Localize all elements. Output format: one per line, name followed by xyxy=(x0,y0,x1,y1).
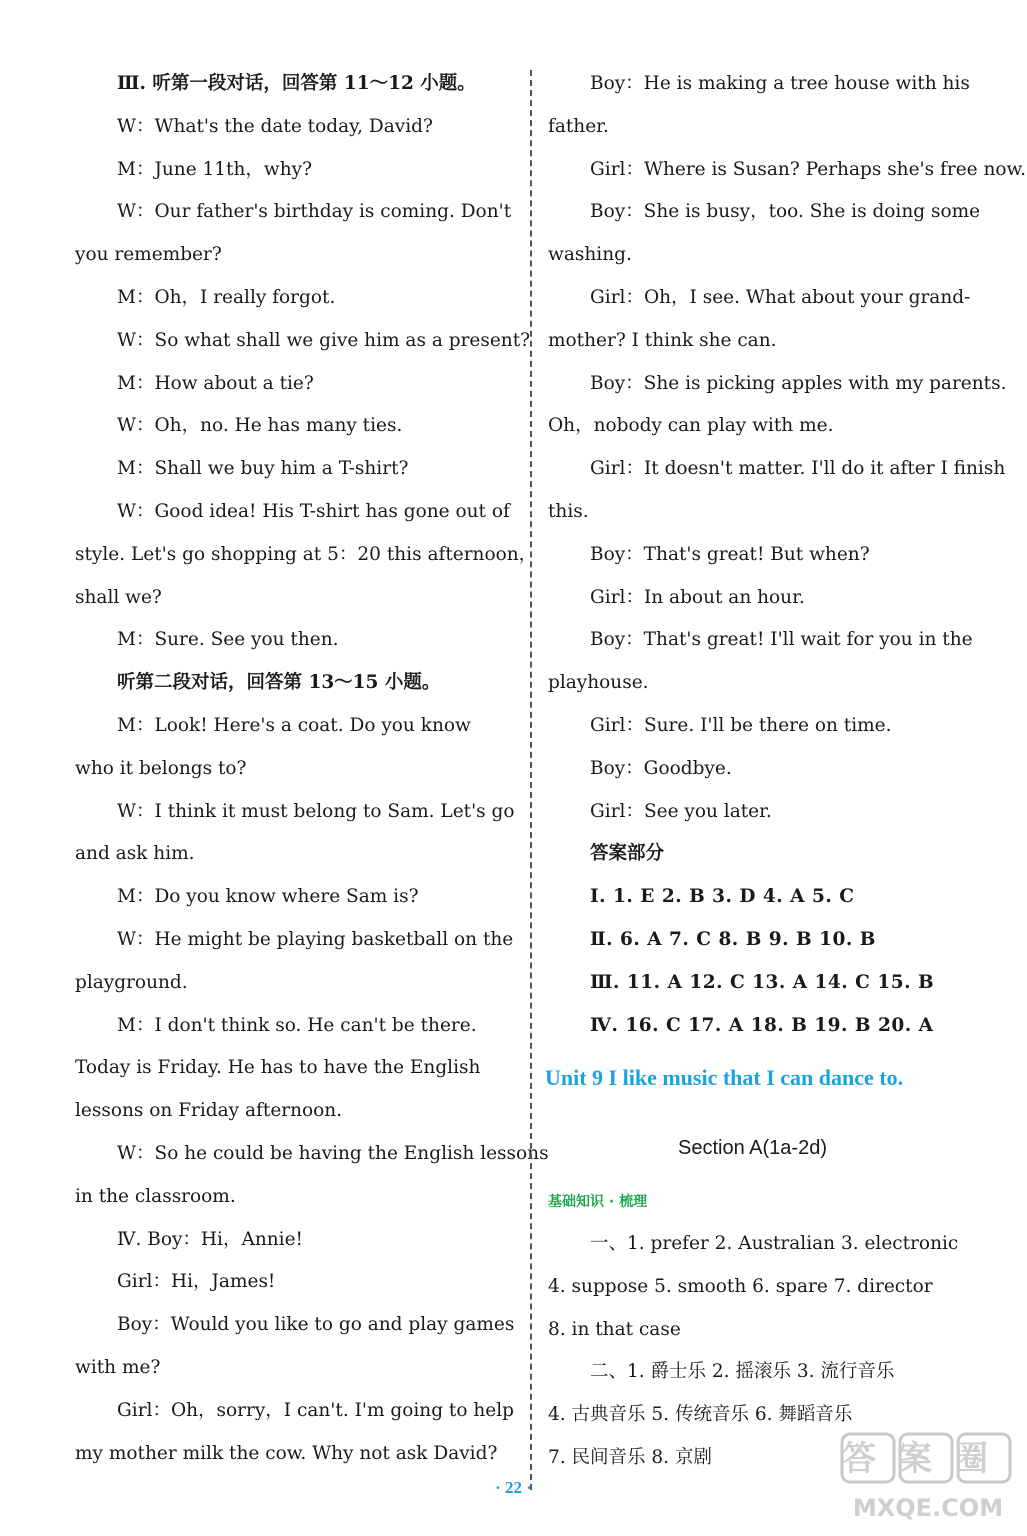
text-line: Girl：In about an hour. xyxy=(590,586,805,608)
text-line: W：He might be playing basketball on the xyxy=(117,929,514,950)
text-line: W：Good idea! His T-shirt has gone out of xyxy=(117,501,510,522)
text-line: Ⅳ. Boy：Hi，Annie! xyxy=(117,1228,303,1250)
text-line: Boy：Would you like to go and play games xyxy=(117,1314,515,1336)
text-line: with me? xyxy=(75,1357,161,1378)
text-line: Ⅰ. 1. E 2. B 3. D 4. A 5. C xyxy=(590,886,855,908)
unit-title: Unit 9 I like music that I can dance to. xyxy=(545,1065,904,1090)
answer-line: 8. in that case xyxy=(548,1318,681,1340)
text-line: Girl：Sure. I'll be there on time. xyxy=(590,715,892,736)
knowledge-label: 基础知识 · 梳理 xyxy=(548,1194,648,1210)
text-line: M：Sure. See you then. xyxy=(117,629,339,651)
answer-line: 7. 民间音乐 8. 京剧 xyxy=(548,1447,712,1468)
text-line: Boy：She is picking apples with my parents. xyxy=(590,372,1007,394)
text-line: style. Let's go shopping at 5：20 this afternoon， xyxy=(75,543,538,565)
text-line: Boy：That's great! But when? xyxy=(590,543,870,565)
text-line: Ⅱ. 6. A 7. C 8. B 9. B 10. B xyxy=(590,929,876,950)
text-line: Girl：Oh，I see. What about your grand- xyxy=(590,287,971,308)
text-line: playhouse. xyxy=(548,672,649,694)
watermark-bottom-text: MXQE.COM xyxy=(852,1494,1004,1522)
text-line: M：June 11th，why? xyxy=(117,158,313,180)
text-line: Girl：Oh，sorry，I can't. I'm going to help xyxy=(117,1399,515,1421)
text-line: W：Oh，no. He has many ties. xyxy=(117,415,403,437)
text-line: Today is Friday. He has to have the English xyxy=(75,1057,481,1079)
text-line: M：Look! Here's a coat. Do you know xyxy=(117,715,471,736)
text-line: playground. xyxy=(75,971,188,993)
text-line: this. xyxy=(548,501,589,522)
text-line: Ⅲ. 听第一段对话，回答第 11～12 小题。 xyxy=(117,73,476,94)
answer-line: 4. suppose 5. smooth 6. spare 7. director xyxy=(548,1275,933,1297)
watermark-top-text: 答案圈 xyxy=(842,1439,1010,1479)
text-line: shall we? xyxy=(75,586,162,608)
text-line: washing. xyxy=(548,244,632,266)
text-line: M：I don't think so. He can't be there. xyxy=(117,1014,477,1036)
text-line: M：Shall we buy him a T-shirt? xyxy=(117,458,409,480)
text-line: W：So what shall we give him as a present? xyxy=(117,329,531,351)
text-line: Boy：Goodbye. xyxy=(590,757,732,779)
text-line: M：How about a tie? xyxy=(117,372,314,394)
column-divider xyxy=(530,70,532,1490)
text-line: lessons on Friday afternoon. xyxy=(75,1100,343,1122)
text-line: W：I think it must belong to Sam. Let's go xyxy=(117,800,515,822)
section-title: Section A(1a-2d) xyxy=(678,1137,827,1159)
text-line: mother? I think she can. xyxy=(548,329,777,351)
answer-line: 一、1. prefer 2. Australian 3. electronic xyxy=(590,1233,959,1254)
text-line: W：What's the date today, David? xyxy=(117,115,433,137)
text-line: Girl：Hi，James! xyxy=(117,1271,276,1293)
text-line: and ask him. xyxy=(75,843,195,865)
text-line: 听第二段对话，回答第 13～15 小题。 xyxy=(117,672,441,694)
text-line: my mother milk the cow. Why not ask David? xyxy=(75,1442,498,1464)
text-line: M：Do you know where Sam is? xyxy=(117,886,419,908)
text-line: M：Oh，I really forgot. xyxy=(117,287,336,308)
text-line: 答案部分 xyxy=(590,843,665,865)
text-line: Girl：It doesn't matter. I'll do it after I finish xyxy=(590,458,1006,480)
text-line: Boy：She is busy，too. She is doing some xyxy=(590,201,981,223)
text-line: father. xyxy=(548,115,609,137)
page-number: · 22 · xyxy=(495,1478,532,1497)
text-line: W：So he could be having the English lessons xyxy=(117,1143,549,1164)
text-line: Ⅳ. 16. C 17. A 18. B 19. B 20. A xyxy=(590,1014,934,1036)
text-line: Girl：See you later. xyxy=(590,800,772,822)
text-line: you remember? xyxy=(75,244,222,266)
text-line: Ⅲ. 11. A 12. C 13. A 14. C 15. B xyxy=(590,971,935,993)
text-line: Boy：That's great! I'll wait for you in the xyxy=(590,629,973,651)
watermark-logo xyxy=(838,1428,1018,1528)
text-line: Boy：He is making a tree house with his xyxy=(590,73,970,94)
text-line: Girl：Where is Susan? Perhaps she's free now. xyxy=(590,158,1027,180)
text-line: W：Our father's birthday is coming. Don't xyxy=(117,201,512,223)
text-line: Oh，nobody can play with me. xyxy=(548,415,834,437)
answer-line: 4. 古典音乐 5. 传统音乐 6. 舞蹈音乐 xyxy=(548,1404,853,1426)
text-line: who it belongs to? xyxy=(75,757,247,779)
text-line: in the classroom. xyxy=(75,1185,236,1207)
answer-line: 二、1. 爵士乐 2. 摇滚乐 3. 流行音乐 xyxy=(590,1361,895,1383)
